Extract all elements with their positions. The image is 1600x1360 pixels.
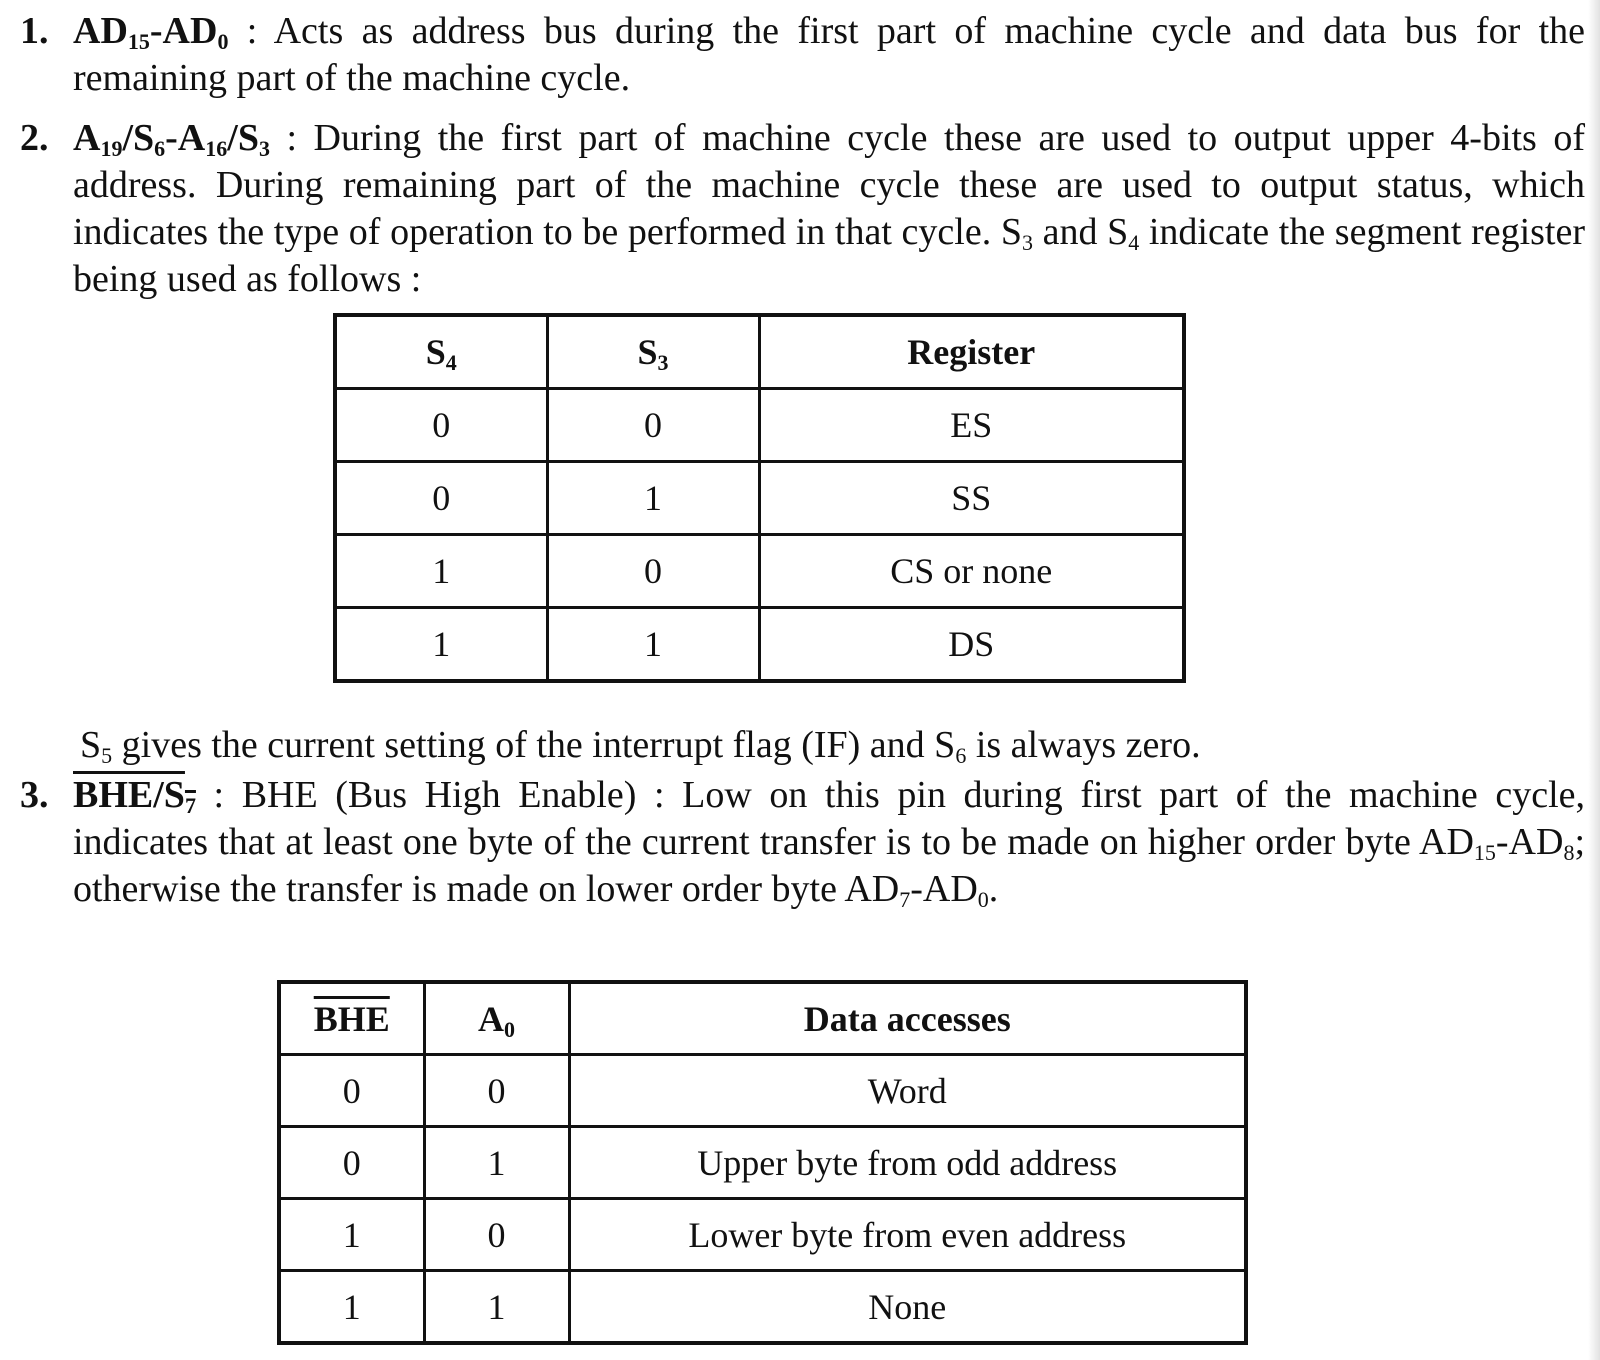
item-description-part: S: [1000, 211, 1022, 253]
item-description-part: indicate the segment register being used as follows :: [73, 211, 1586, 300]
item-description-part: -AD: [910, 868, 978, 910]
table-cell: 1: [279, 1199, 424, 1271]
header-text: Data accesses: [803, 998, 1011, 1039]
table-row: [279, 1271, 1246, 1344]
label-part: -AD: [149, 10, 218, 52]
header-text: S: [425, 332, 446, 372]
label-subscript: 7: [184, 793, 196, 818]
label-separator: :: [195, 774, 242, 816]
text-subscript: 3: [1021, 230, 1033, 255]
label-part: -A: [165, 117, 206, 159]
item-description: BHE (Bus High Enable) : Low on this pin during first part of the machine cycle, indicates that at least one byte of the current transfer is to be made on higher order byte AD: [73, 774, 1585, 863]
label-part: /S: [122, 117, 155, 159]
item-body: [73, 115, 1585, 303]
text-subscript: 8: [1563, 840, 1575, 865]
item-description-part: .: [988, 868, 999, 910]
text-subscript: 15: [1473, 840, 1496, 865]
table-cell: 1: [424, 1271, 569, 1344]
signal-label: [73, 117, 270, 159]
header-bhe: [279, 982, 424, 1055]
note-part: gives the current setting of the interrupt flag (IF) and S: [112, 724, 956, 766]
list-item-1: [20, 8, 1585, 102]
label-part: BHE/S: [73, 774, 185, 816]
table-cell: 0: [424, 1199, 569, 1271]
item-description: During the first part of machine cycle these are used to output upper 4-bits of address. During remaining part of the machine cycle these are used to output status, which indicates the type of operation to be performed in that cycle.: [73, 117, 1586, 253]
label-subscript: 15: [127, 29, 150, 54]
table-row: [335, 462, 1184, 535]
header-subscript: 4: [445, 350, 457, 375]
note-part: S: [80, 724, 102, 766]
header-register: [759, 315, 1184, 389]
list-item-3: [20, 772, 1585, 913]
table-cell: Word: [569, 1055, 1246, 1127]
table-cell: 1: [547, 608, 759, 682]
table-row: [279, 1199, 1246, 1271]
note-subscript: 6: [955, 743, 967, 768]
table-cell: Lower byte from even address: [569, 1199, 1246, 1271]
table-cell: 0: [335, 389, 547, 462]
segment-register-table: [333, 313, 1186, 683]
label-subscript: 19: [100, 136, 123, 161]
label-separator: :: [269, 117, 314, 159]
text-subscript: 7: [899, 887, 911, 912]
header-text: A: [478, 998, 504, 1039]
header-subscript: 3: [657, 350, 669, 375]
item-description-part: -AD: [1495, 821, 1564, 863]
item-number: 1.: [20, 10, 49, 52]
signal-label: [73, 774, 196, 816]
list-item-2: [20, 115, 1585, 303]
item-description-part: and S: [1032, 211, 1129, 253]
table-row: [335, 389, 1184, 462]
scan-edge-shadow: [1588, 0, 1600, 1360]
item-description-part: ; otherwise the transfer is made on lower order byte AD: [73, 821, 1585, 910]
table-cell: 1: [279, 1271, 424, 1344]
label-separator: :: [228, 10, 274, 52]
header-text: Register: [907, 332, 1036, 372]
label-part: /S: [227, 117, 259, 159]
label-subscript: 6: [154, 136, 166, 161]
table-cell: 0: [279, 1055, 424, 1127]
table-cell: CS or none: [759, 535, 1184, 608]
table-cell: 1: [424, 1127, 569, 1199]
data-access-table: [277, 980, 1248, 1345]
table-cell: 0: [279, 1127, 424, 1199]
table-cell: 0: [335, 462, 547, 535]
label-part: AD: [73, 10, 128, 52]
header-s3: [547, 315, 759, 389]
item-body: [73, 8, 1585, 102]
table-row: [335, 608, 1184, 682]
table-cell: SS: [759, 462, 1184, 535]
table-cell: 0: [547, 535, 759, 608]
header-text: $\overline{BHE}$: [313, 998, 390, 1039]
table-cell: Upper byte from odd address: [569, 1127, 1246, 1199]
table-header-row: [279, 982, 1246, 1055]
header-a0: [424, 982, 569, 1055]
item-description: Acts as address bus during the first part of machine cycle and data bus for the remaining part of the machine cycle.: [73, 10, 1585, 99]
table-cell: ES: [759, 389, 1184, 462]
signal-label: [73, 10, 228, 52]
text-subscript: 0: [977, 887, 989, 912]
item-number: 2.: [20, 117, 49, 159]
table-cell: 1: [335, 608, 547, 682]
label-part: A: [73, 117, 101, 159]
table-header-row: [335, 315, 1184, 389]
label-subscript: 3: [258, 136, 270, 161]
table-row: [279, 1055, 1246, 1127]
table-cell: DS: [759, 608, 1184, 682]
table-cell: 1: [335, 535, 547, 608]
header-text: S: [637, 332, 658, 372]
item-number: 3.: [20, 774, 49, 816]
note-part: is always zero.: [966, 724, 1201, 766]
table-cell: None: [569, 1271, 1246, 1344]
header-data-accesses: [569, 982, 1246, 1055]
label-subscript: 16: [205, 136, 228, 161]
table-row: [279, 1127, 1246, 1199]
table-row: [335, 535, 1184, 608]
note-subscript: 5: [101, 743, 113, 768]
header-subscript: 0: [504, 1016, 515, 1042]
interrupt-flag-note: [80, 722, 1201, 769]
table-cell: 1: [547, 462, 759, 535]
item-body: [73, 772, 1585, 913]
label-subscript: 0: [217, 29, 229, 54]
table-cell: 0: [547, 389, 759, 462]
header-s4: [335, 315, 547, 389]
table-cell: 0: [424, 1055, 569, 1127]
text-subscript: 4: [1128, 230, 1140, 255]
